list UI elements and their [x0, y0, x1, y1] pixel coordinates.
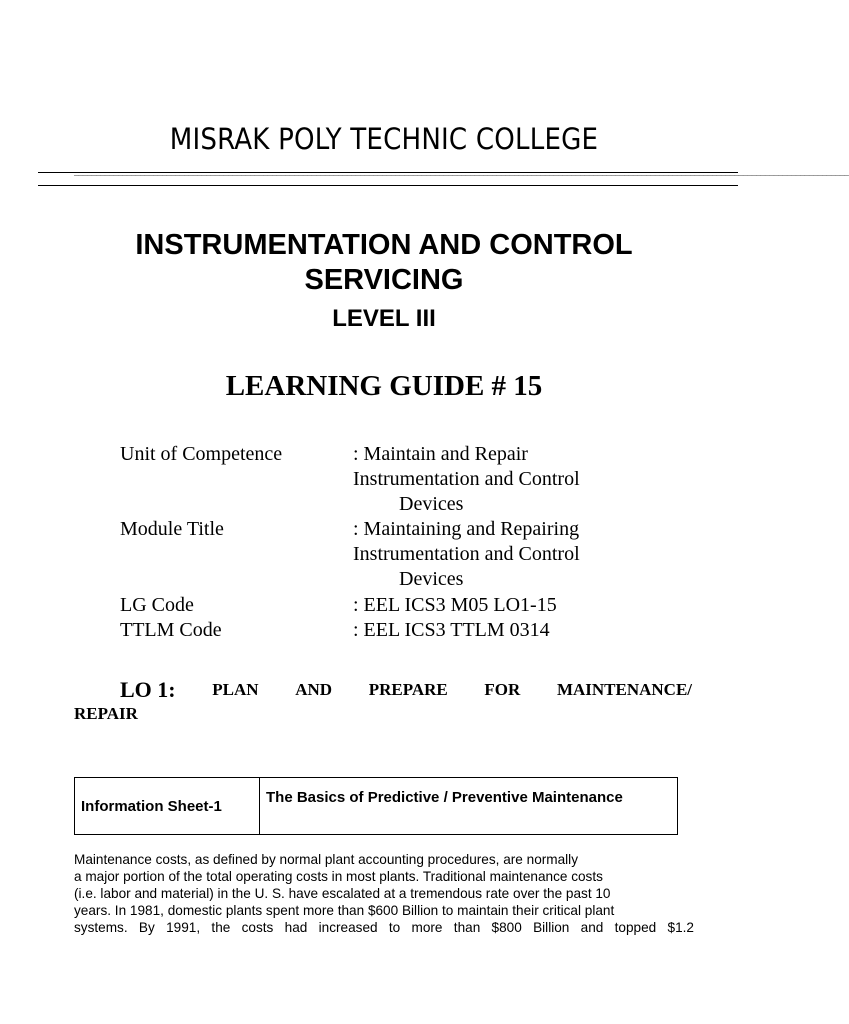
information-sheet-label: Information Sheet-1: [75, 778, 260, 835]
module-value-2: Instrumentation and Control: [353, 543, 580, 565]
learning-outcome: [74, 678, 692, 726]
learning-outcome-id: LO 1:: [120, 677, 176, 702]
unit-label: Unit of Competence: [120, 443, 283, 465]
header-rule-bottom: [38, 185, 738, 186]
lg-code-label: LG Code: [120, 594, 194, 616]
lo-word: PLAN: [212, 680, 259, 699]
course-title-line1: INSTRUMENTATION AND CONTROL: [135, 229, 633, 261]
unit-value-2: Instrumentation and Control: [353, 468, 580, 490]
header-dashed-line: ________________________________________________________________________________________________________________________________________________________________________________: [74, 169, 849, 178]
learning-guide-number: LEARNING GUIDE # 15: [225, 370, 543, 402]
ttlm-code-value: : EEL ICS3 TTLM 0314: [353, 619, 550, 641]
ttlm-code-label: TTLM Code: [120, 619, 222, 641]
lo-word: FOR: [484, 680, 521, 699]
paragraph-line: Maintenance costs, as defined by normal plant accounting procedures, are normally: [74, 852, 579, 867]
lo-word: MAINTENANCE/: [556, 680, 692, 699]
paragraph-line: systems. By 1991, the costs had increased to more than $800 Billion and topped $1.2: [74, 920, 694, 935]
body-paragraph: [74, 851, 694, 936]
lo-word: AND: [295, 680, 333, 699]
paragraph-line: a major portion of the total operating costs in most plants. Traditional maintenance costs: [74, 869, 603, 884]
learning-outcome-line2: REPAIR: [74, 704, 138, 723]
course-level: LEVEL III: [332, 305, 436, 332]
paragraph-line: (i.e. labor and material) in the U. S. have escalated at a tremendous rate over the past 10: [74, 886, 611, 901]
information-sheet-title: The Basics of Predictive / Preventive Maintenance: [260, 778, 678, 835]
module-value-3: Devices: [399, 568, 464, 590]
unit-value-3: Devices: [399, 493, 464, 515]
unit-value-1: : Maintain and Repair: [353, 443, 528, 465]
learning-outcome-line1: [74, 678, 692, 702]
module-label: Module Title: [120, 518, 224, 540]
lg-code-value: : EEL ICS3 M05 LO1-15: [353, 594, 557, 616]
paragraph-line: years. In 1981, domestic plants spent more than $600 Billion to maintain their critical plant: [74, 903, 615, 918]
module-value-1: : Maintaining and Repairing: [353, 518, 580, 540]
course-title-line2: SERVICING: [304, 264, 464, 296]
table-row: [75, 778, 678, 835]
information-sheet-table: [74, 777, 678, 835]
college-name: MISRAK POLY TECHNIC COLLEGE: [169, 122, 599, 156]
lo-word: PREPARE: [368, 680, 448, 699]
